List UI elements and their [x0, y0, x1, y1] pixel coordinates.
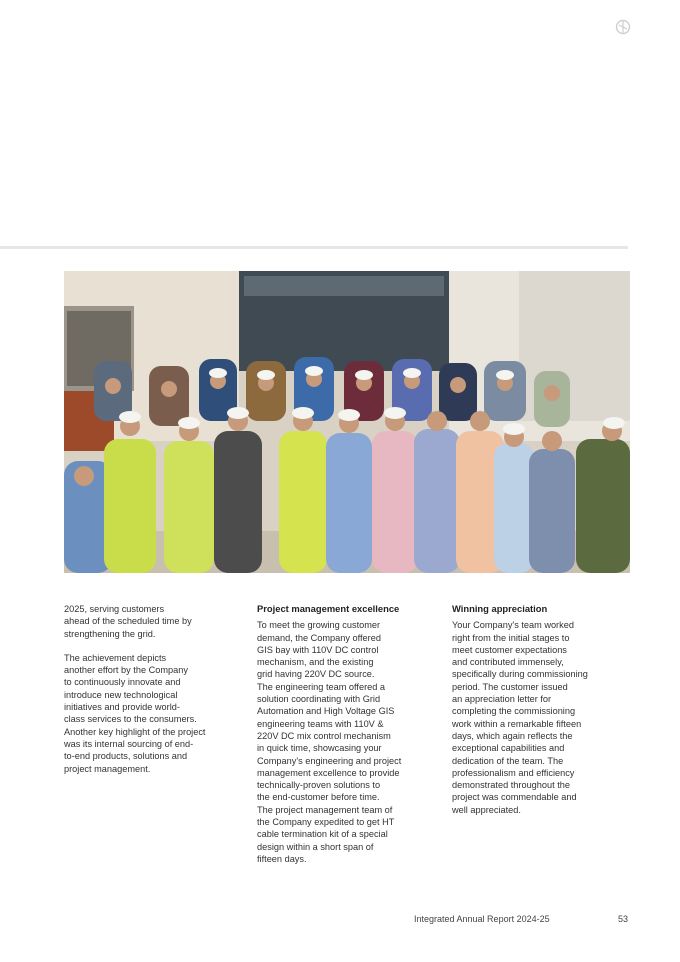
column-1-paragraph-2: The achievement depicts another effort by the Company to continuously innovate and introduce new technological initiatives and provide world- class services to the consumers. Another key highlight of the project was its internal sourcing of end- to-end products, solutions and project management. [64, 652, 206, 774]
section-divider [0, 246, 628, 249]
text-column-3 [452, 603, 634, 828]
footer-page-number: 53 [618, 914, 629, 924]
footer-report-title: Integrated Annual Report 2024-25 [414, 914, 550, 924]
column-2-paragraph-1: To meet the growing customer demand, the Company offered GIS bay with 110V DC control mechanism, and the existing grid having 220V DC source. The engineering team offered a solution coordinating with Grid Automation and High Voltage GIS engineering teams with 110V & 220V DC mix control mechanism in quick time, showcasing your Company's engineering and project management excellence to provide technically-proven solutions to the end-customer before time. The project management team of the Company expedited to get HT cable termination kit of a special design within a short span of fifteen days. [257, 620, 402, 864]
corner-logo-icon [614, 18, 632, 36]
text-column-1 [64, 603, 246, 787]
column-3-heading: Winning appreciation [452, 603, 548, 614]
column-2-heading: Project management excellence [257, 603, 400, 614]
column-1-paragraph-1: 2025, serving customers ahead of the scheduled time by strengthening the grid. [64, 604, 192, 639]
column-3-paragraph-1: Your Company's team worked right from the initial stages to meet customer expectations and contributed immensely, specifically during commissioning period. The customer issued an appreciation letter for completing the commissioning work within a remarkable fifteen days, which again reflects the exceptional capabilities and dedication of the team. The professionalism and efficiency demonstrated throughout the project was commendable and well appreciated. [452, 620, 588, 815]
team-group-photo [64, 271, 630, 573]
text-column-2 [257, 603, 439, 877]
